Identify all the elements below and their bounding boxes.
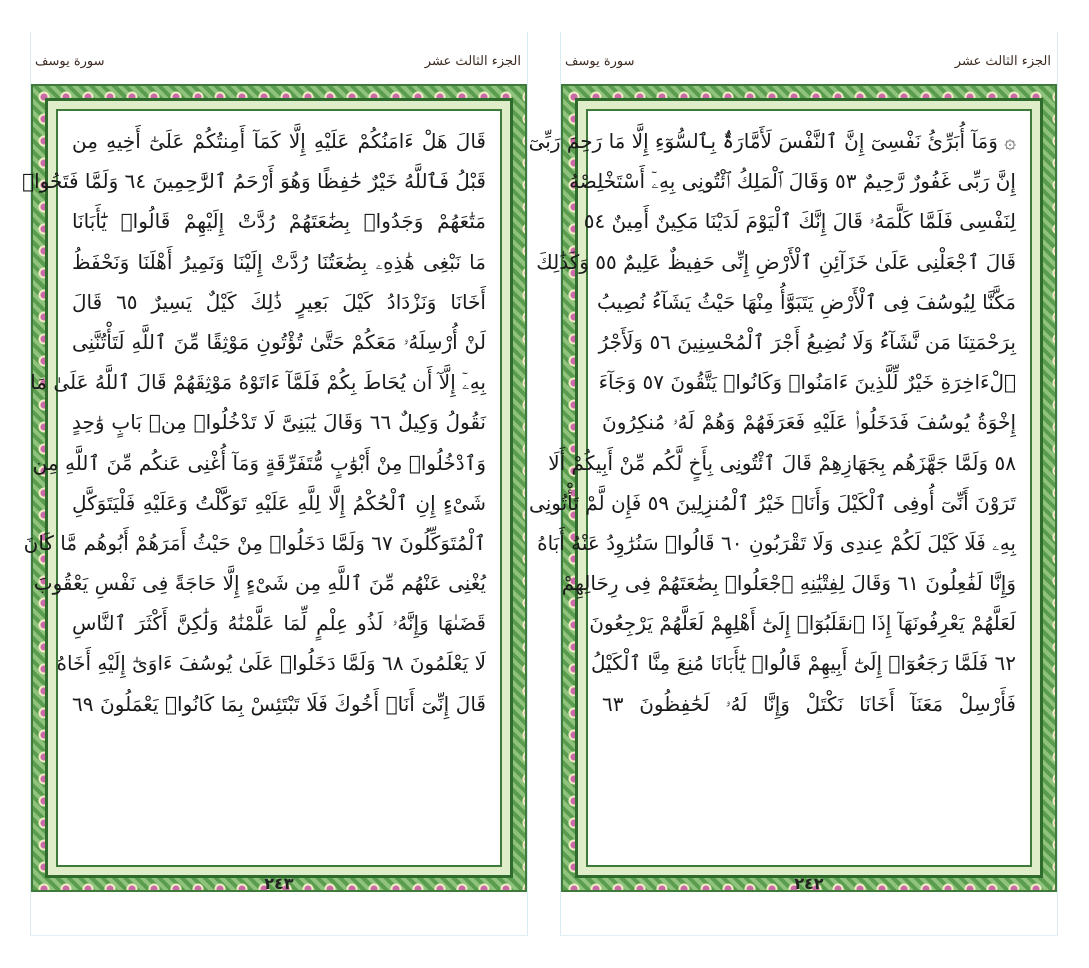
frame-inner-border	[528, 98, 1043, 878]
verse-line: مَكَّنَّا لِيُوسُفَ فِى ٱلْأَرْضِ يَتَبَوَّأُ مِنْهَا حَيْثُ يَشَآءُ نُصِيبُ	[597, 289, 1016, 314]
verse-line: ٱلْمُتَوَكِّلُونَ ٦٧ وَلَمَّا دَخَلُوا۟ مِنْ حَيْثُ أَمَرَهُمْ أَبُوهُم مَّا كَانَ	[23, 530, 486, 555]
verse-line: قَبْلُ فَٱللَّهُ خَيْرٌ حَٰفِظًا وَهُوَ أَرْحَمُ ٱلرَّٰحِمِينَ ٦٤ وَلَمَّا فَتَحُوا۟	[22, 169, 486, 194]
verse-line: تَرَوْنَ أَنِّىٓ أُوفِى ٱلْكَيْلَ وَأَنَا۠ خَيْرُ ٱلْمُنزِلِينَ ٥٩ فَإِن لَّمْ تَأْتُونِى	[529, 490, 1016, 515]
juz-header: الجزء الثالث عشر	[954, 54, 1051, 69]
verse-line: قَالَ ٱجْعَلْنِى عَلَىٰ خَزَآئِنِ ٱلْأَرْضِ إِنِّى حَفِيظٌ عَلِيمٌ ٥٥ وَكَذَٰلِكَ	[536, 249, 1016, 274]
verse-line: وَٱدْخُلُوا۟ مِنْ أَبْوَٰبٍ مُّتَفَرِّقَةٍ وَمَآ أُغْنِى عَنكُم مِّنَ ٱللَّهِ مِن	[32, 450, 486, 475]
verse-line: يُغْنِى عَنْهُم مِّنَ ٱللَّهِ مِن شَىْءٍ إِلَّا حَاجَةً فِى نَفْسِ يَعْقُوبَ	[33, 571, 486, 596]
verse-line: إِخْوَةُ يُوسُفَ فَدَخَلُوا۟ عَلَيْهِ فَعَرَفَهُمْ وَهُمْ لَهُۥ مُنكِرُونَ	[602, 410, 1016, 435]
verse-text-area[interactable]	[528, 109, 1032, 867]
verse-line: شَىْءٍ إِنِ ٱلْحُكْمُ إِلَّا لِلَّهِ عَلَيْهِ تَوَكَّلْتُ وَعَلَيْهِ فَلْيَتَوَكَّلِ	[72, 490, 486, 515]
verse-line: لَا يَعْلَمُونَ ٦٨ وَلَمَّا دَخَلُوا۟ عَلَىٰ يُوسُفَ ءَاوَىٰٓ إِلَيْهِ أَخَاهُ	[56, 651, 486, 676]
quran-page-left	[22, 32, 528, 936]
verse-line: بِهِۦٓ إِلَّآ أَن يُحَاطَ بِكُمْ فَلَمَّآ ءَاتَوْهُ مَوْثِقَهُمْ قَالَ ٱللَّهُ عَلَىٰ مَا	[30, 370, 486, 395]
verse-line: بِهِۦ فَلَا كَيْلَ لَكُمْ عِندِى وَلَا تَقْرَبُونِ ٦٠ قَالُوا۟ سَنُرَٰوِدُ عَنْهُ أَبَاهُ	[537, 530, 1016, 555]
ornamental-frame	[528, 84, 1057, 892]
verse-line: أَخَانَا وَنَزْدَادُ كَيْلَ بَعِيرٍ ذَٰلِكَ كَيْلٌ يَسِيرٌ ٦٥ قَالَ	[72, 289, 486, 314]
verse-line: بِرَحْمَتِنَا مَن نَّشَآءُ وَلَا نُضِيعُ أَجْرَ ٱلْمُحْسِنِينَ ٥٦ وَلَأَجْرُ	[598, 329, 1016, 354]
verse-line: قَالَ هَلْ ءَامَنُكُمْ عَلَيْهِ إِلَّا كَمَآ أَمِنتُكُمْ عَلَىٰٓ أَخِيهِ مِن	[72, 129, 486, 153]
verse-line: نَقُولُ وَكِيلٌ ٦٦ وَقَالَ يَٰبَنِىَّ لَا تَدْخُلُوا۟ مِنۢ بَابٍ وَٰحِدٍ	[72, 410, 487, 435]
surah-header: سورة يوسف	[35, 54, 105, 69]
verse-line: لِنَفْسِى فَلَمَّا كَلَّمَهُۥ قَالَ إِنَّكَ ٱلْيَوْمَ لَدَيْنَا مَكِينٌ أَمِينٌ ٥٤	[583, 209, 1016, 234]
verse-line: مَتَٰعَهُمْ وَجَدُوا۟ بِضَٰعَتَهُمْ رُدَّتْ إِلَيْهِمْ قَالُوا۟ يَٰٓأَبَانَا	[72, 209, 486, 234]
verse-line: وَإِنَّا لَفَٰعِلُونَ ٦١ وَقَالَ لِفِتْيَٰنِهِ ٱجْعَلُوا۟ بِضَٰعَتَهُمْ فِى رِحَالِهِمْ	[561, 571, 1016, 596]
verse-line: قَالَ إِنِّىٓ أَنَا۠ أَخُوكَ فَلَا تَبْتَئِسْ بِمَا كَانُوا۟ يَعْمَلُونَ ٦٩	[72, 691, 486, 716]
verse-line: لَعَلَّهُمْ يَعْرِفُونَهَآ إِذَا ٱنقَلَبُوٓا۟ إِلَىٰٓ أَهْلِهِمْ لَعَلَّهُمْ يَرْجِعُونَ	[589, 611, 1016, 636]
verse-line: قَضَىٰهَا وَإِنَّهُۥ لَذُو عِلْمٍ لِّمَا عَلَّمْنَٰهُ وَلَٰكِنَّ أَكْثَرَ ٱلنَّاسِ	[72, 611, 486, 636]
verse-line: مَا نَبْغِى هَٰذِهِۦ بِضَٰعَتُنَا رُدَّتْ إِلَيْنَا وَنَمِيرُ أَهْلَنَا وَنَحْفَظُ	[72, 249, 486, 274]
page-number: ٢٤٢	[794, 874, 824, 893]
quran-page-right	[528, 32, 1058, 936]
page-number: ٢٤٣	[264, 874, 294, 893]
juz-header: الجزء الثالث عشر	[424, 54, 521, 69]
verse-line: ٱلْءَاخِرَةِ خَيْرٌ لِّلَّذِينَ ءَامَنُوا۟ وَكَانُوا۟ يَتَّقُونَ ٥٧ وَجَآءَ	[598, 370, 1016, 395]
verse-line: فَأَرْسِلْ مَعَنَآ أَخَانَا نَكْتَلْ وَإِنَّا لَهُۥ لَحَٰفِظُونَ ٦٣	[602, 691, 1016, 716]
verse-line: إِنَّ رَبِّى غَفُورٌ رَّحِيمٌ ٥٣ وَقَالَ ٱلْمَلِكُ ٱئْتُونِى بِهِۦٓ أَسْتَخْلِصْهُ	[569, 169, 1016, 194]
ornamental-frame	[22, 84, 527, 892]
verse-line: ٥٨ وَلَمَّا جَهَّزَهُم بِجَهَازِهِمْ قَالَ ٱئْتُونِى بِأَخٍ لَّكُم مِّنْ أَبِيكُمْ أَلَا	[548, 450, 1016, 475]
surah-header: سورة يوسف	[565, 54, 635, 69]
verse-line: ۞ وَمَآ أُبَرِّئُ نَفْسِىٓ إِنَّ ٱلنَّفْسَ لَأَمَّارَةٌۢ بِٱلسُّوٓءِ إِلَّا مَا رَحِمَ رَبِّىٓ	[528, 129, 1016, 153]
frame-inner-border	[22, 98, 513, 878]
verse-line: لَنْ أُرْسِلَهُۥ مَعَكُمْ حَتَّىٰ تُؤْتُونِ مَوْثِقًا مِّنَ ٱللَّهِ لَتَأْتُنَّنِى	[72, 329, 486, 354]
verse-line: ٦٢ فَلَمَّا رَجَعُوٓا۟ إِلَىٰٓ أَبِيهِمْ قَالُوا۟ يَٰٓأَبَانَا مُنِعَ مِنَّا ٱلْكَيْلُ	[591, 651, 1016, 676]
verse-text-area[interactable]	[22, 109, 502, 867]
